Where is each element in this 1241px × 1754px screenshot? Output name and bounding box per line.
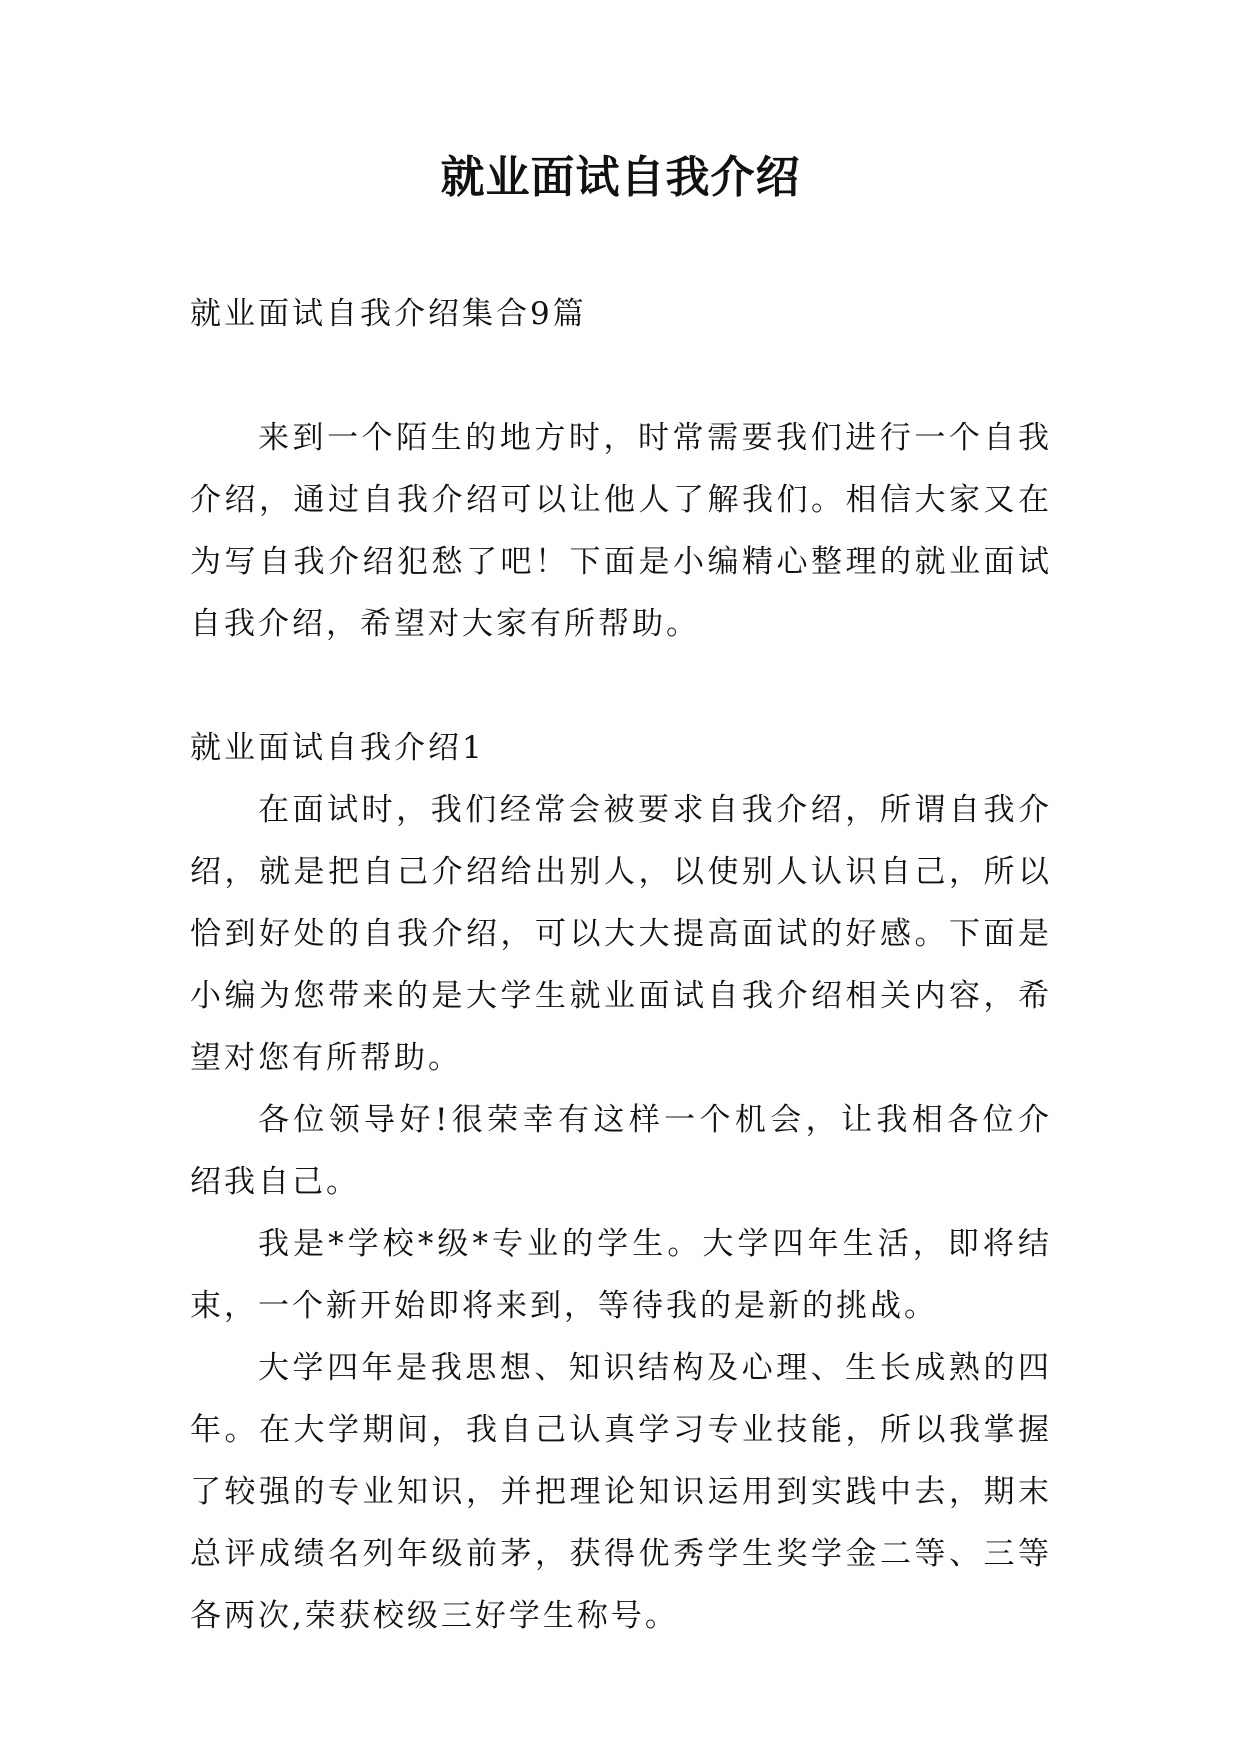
section-heading: 就业面试自我介绍1 xyxy=(190,730,485,766)
body-paragraph: 我是*学校*级*专业的学生。大学四年生活，即将结束，一个新开始即将来到，等待我的是新的挑战。 xyxy=(190,1226,1052,1324)
body-paragraph: 大学四年是我思想、知识结构及心理、生长成熟的四年。在大学期间，我自己认真学习专业技能，所以我掌握了较强的专业知识，并把理论知识运用到实践中去，期末总评成绩名列年级前茅，获得优秀学生奖学金二等、三等各两次,荣获校级三好学生称号。 xyxy=(190,1350,1052,1634)
intro-paragraph: 来到一个陌生的地方时，时常需要我们进行一个自我介绍，通过自我介绍可以让他人了解我们。相信大家又在为写自我介绍犯愁了吧！下面是小编精心整理的就业面试自我介绍，希望对大家有所帮助。 xyxy=(190,420,1052,642)
body-paragraph: 各位领导好!很荣幸有这样一个机会，让我相各位介绍我自己。 xyxy=(190,1102,1052,1200)
document-title: 就业面试自我介绍 xyxy=(440,152,801,203)
document-subtitle: 就业面试自我介绍集合9篇 xyxy=(190,296,587,332)
document-body xyxy=(190,283,1052,1647)
body-paragraph: 在面试时，我们经常会被要求自我介绍，所谓自我介绍，就是把自己介绍给出别人，以使别人认识自己，所以恰到好处的自我介绍，可以大大提高面试的好感。下面是小编为您带来的是大学生就业面试自我介绍相关内容，希望对您有所帮助。 xyxy=(190,792,1052,1076)
